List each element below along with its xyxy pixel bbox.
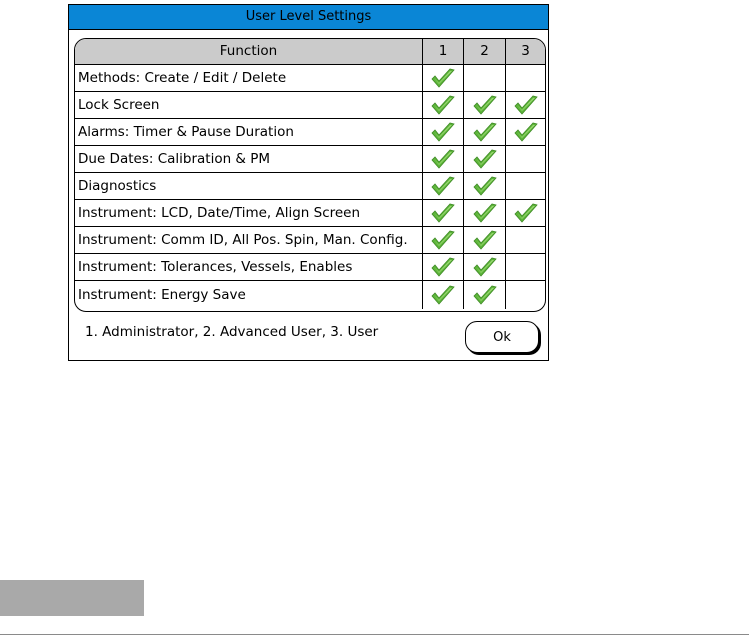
function-label: Diagnostics bbox=[75, 173, 423, 199]
function-label: Instrument: Energy Save bbox=[75, 281, 423, 309]
level-2-cell[interactable] bbox=[464, 146, 506, 172]
check-icon bbox=[430, 148, 456, 170]
level-3-cell[interactable] bbox=[506, 119, 545, 145]
level-3-cell[interactable] bbox=[506, 65, 545, 91]
footer-gray-block bbox=[0, 580, 144, 616]
check-icon bbox=[430, 175, 456, 197]
check-icon bbox=[430, 256, 456, 278]
level-1-cell[interactable] bbox=[423, 200, 464, 226]
check-icon bbox=[472, 202, 498, 224]
check-icon bbox=[430, 121, 456, 143]
user-level-settings-dialog bbox=[68, 4, 549, 361]
level-3-cell[interactable] bbox=[506, 254, 545, 280]
level-2-cell[interactable] bbox=[464, 92, 506, 118]
table-row[interactable] bbox=[75, 200, 545, 227]
check-icon bbox=[472, 94, 498, 116]
level-2-cell[interactable] bbox=[464, 65, 506, 91]
level-1-cell[interactable] bbox=[423, 227, 464, 253]
level-1-cell[interactable] bbox=[423, 173, 464, 199]
table-row[interactable] bbox=[75, 254, 545, 281]
level-2-cell[interactable] bbox=[464, 173, 506, 199]
check-icon bbox=[430, 67, 456, 89]
function-label: Instrument: Comm ID, All Pos. Spin, Man. Config. bbox=[75, 227, 423, 253]
function-label: Alarms: Timer & Pause Duration bbox=[75, 119, 423, 145]
check-icon bbox=[472, 256, 498, 278]
check-icon bbox=[472, 284, 498, 306]
level-2-cell[interactable] bbox=[464, 119, 506, 145]
check-icon bbox=[472, 121, 498, 143]
table-body bbox=[75, 65, 545, 309]
page-divider bbox=[0, 634, 749, 635]
level-1-cell[interactable] bbox=[423, 281, 464, 309]
user-level-legend: 1. Administrator, 2. Advanced User, 3. User bbox=[85, 324, 379, 340]
table-row[interactable] bbox=[75, 227, 545, 254]
function-label: Due Dates: Calibration & PM bbox=[75, 146, 423, 172]
level-1-cell[interactable] bbox=[423, 65, 464, 91]
function-label: Methods: Create / Edit / Delete bbox=[75, 65, 423, 91]
level-2-cell[interactable] bbox=[464, 200, 506, 226]
check-icon bbox=[513, 202, 539, 224]
check-icon bbox=[513, 121, 539, 143]
check-icon bbox=[472, 148, 498, 170]
level-3-cell[interactable] bbox=[506, 200, 545, 226]
column-header-level-3: 3 bbox=[506, 39, 545, 65]
check-icon bbox=[430, 284, 456, 306]
table-row[interactable] bbox=[75, 65, 545, 92]
table-row[interactable] bbox=[75, 281, 545, 309]
column-header-level-1: 1 bbox=[423, 39, 464, 65]
check-icon bbox=[472, 229, 498, 251]
table-header bbox=[75, 39, 545, 65]
level-3-cell[interactable] bbox=[506, 173, 545, 199]
level-3-cell[interactable] bbox=[506, 227, 545, 253]
function-label: Instrument: LCD, Date/Time, Align Screen bbox=[75, 200, 423, 226]
level-3-cell[interactable] bbox=[506, 146, 545, 172]
permissions-table bbox=[74, 38, 546, 312]
table-row[interactable] bbox=[75, 92, 545, 119]
dialog-title: User Level Settings bbox=[69, 5, 548, 30]
check-icon bbox=[430, 229, 456, 251]
level-3-cell[interactable] bbox=[506, 92, 545, 118]
level-1-cell[interactable] bbox=[423, 146, 464, 172]
level-1-cell[interactable] bbox=[423, 119, 464, 145]
table-row[interactable] bbox=[75, 173, 545, 200]
check-icon bbox=[430, 94, 456, 116]
level-2-cell[interactable] bbox=[464, 281, 506, 309]
check-icon bbox=[513, 94, 539, 116]
level-1-cell[interactable] bbox=[423, 92, 464, 118]
table-row[interactable] bbox=[75, 119, 545, 146]
level-3-cell[interactable] bbox=[506, 281, 545, 309]
ok-button[interactable]: Ok bbox=[465, 321, 539, 353]
check-icon bbox=[430, 202, 456, 224]
function-label: Lock Screen bbox=[75, 92, 423, 118]
level-2-cell[interactable] bbox=[464, 254, 506, 280]
level-1-cell[interactable] bbox=[423, 254, 464, 280]
check-icon bbox=[472, 175, 498, 197]
column-header-level-2: 2 bbox=[464, 39, 506, 65]
level-2-cell[interactable] bbox=[464, 227, 506, 253]
function-label: Instrument: Tolerances, Vessels, Enables bbox=[75, 254, 423, 280]
table-row[interactable] bbox=[75, 146, 545, 173]
column-header-function: Function bbox=[75, 39, 423, 65]
